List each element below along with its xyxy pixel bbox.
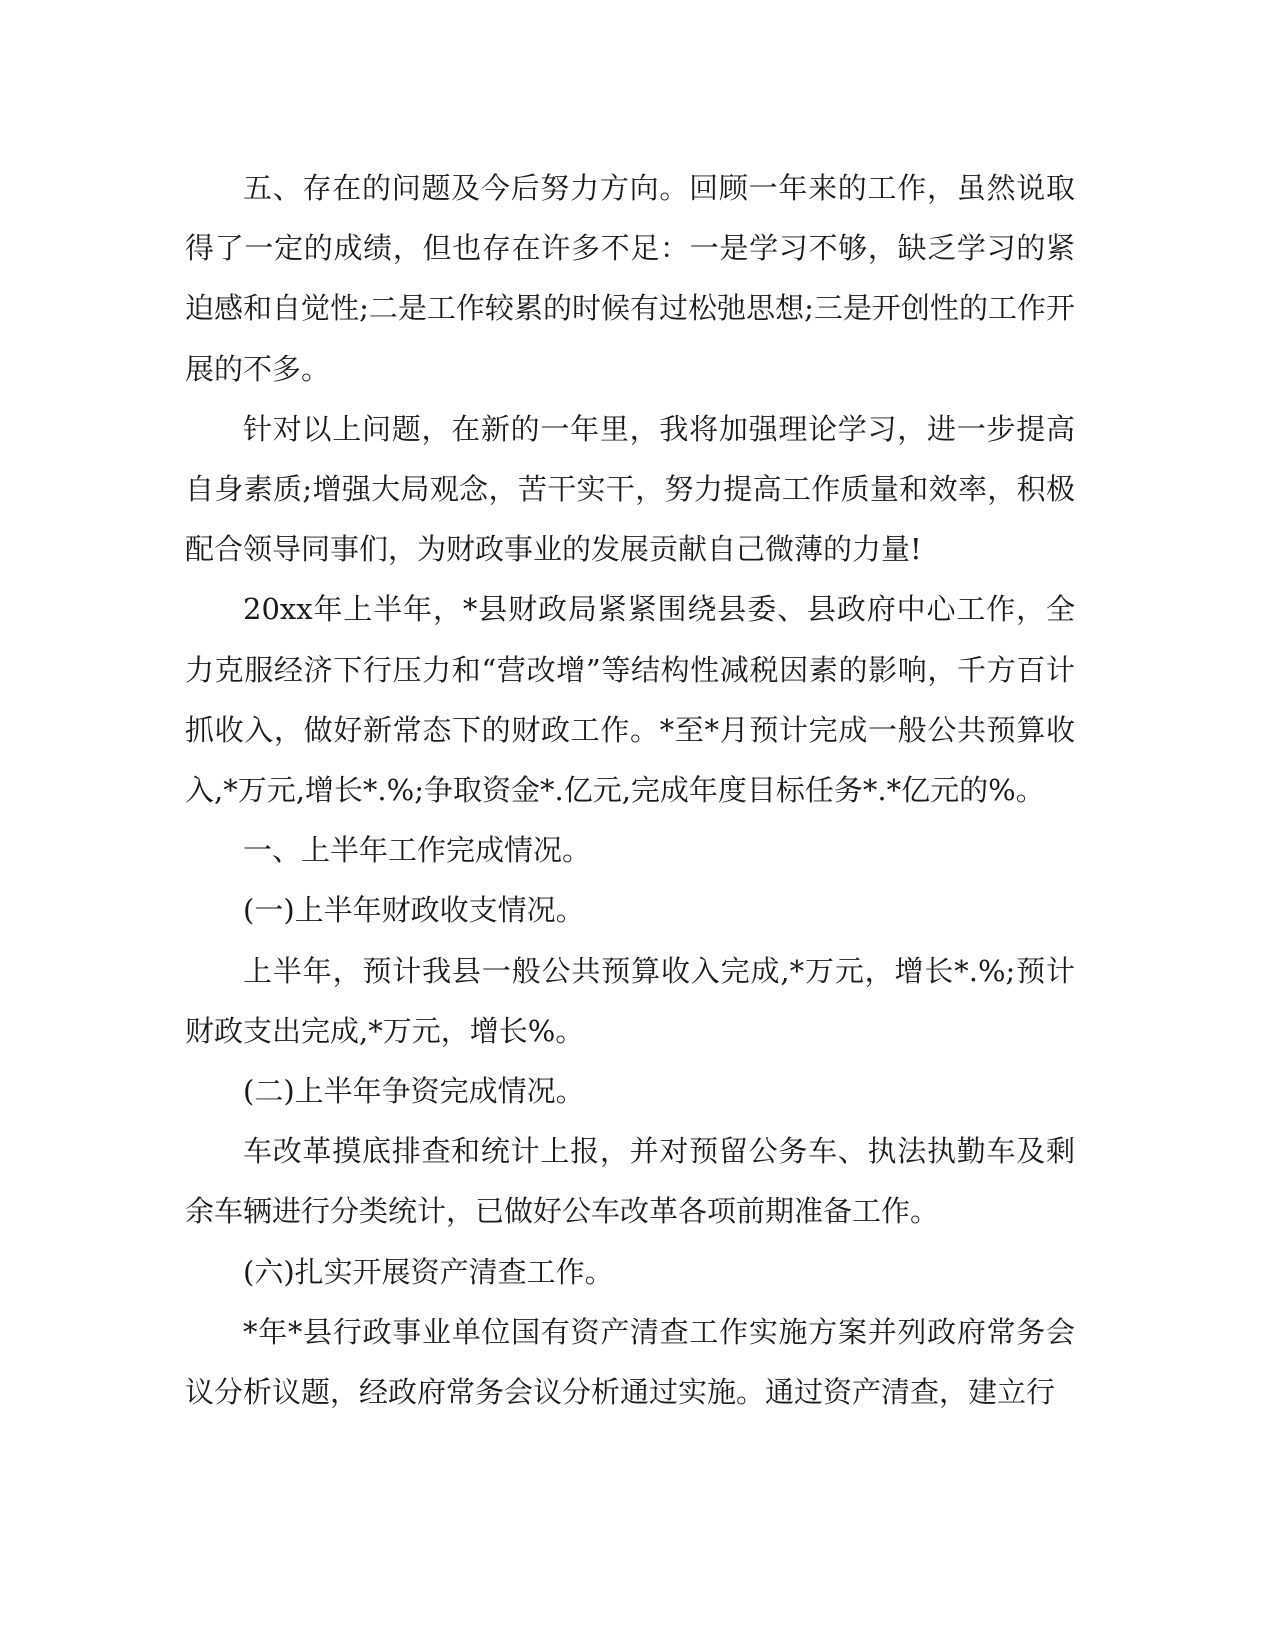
paragraph-improvement-plan: 针对以上问题，在新的一年里，我将加强理论学习，进一步提高自身素质;增强大局观念，苦干实干，努力提高工作质量和效率，积极配合领导同事们，为财政事业的发展贡献自己微薄的力量! xyxy=(185,411,1075,567)
document-body xyxy=(185,158,1075,1422)
paragraph-vehicle-reform: 车改革摸底排查和统计上报，并对预留公务车、执法执勤车及剩余车辆进行分类统计，已做好公车改革各项前期准备工作。 xyxy=(185,1134,1075,1229)
subheading-revenue-expenditure: (一)上半年财政收支情况。 xyxy=(243,893,585,928)
paragraph-half-year-overview: 20xx年上半年，*县财政局紧紧围绕县委、县政府中心工作，全力克服经济下行压力和“营改增”等结构性减税因素的影响，千方百计抓收入，做好新常态下的财政工作。*至*月预计完成一般公共预算收入,*万元,增长*.%;争取资金*.亿元,完成年度目标任务*.*亿元的%。 xyxy=(185,592,1075,808)
heading-half-year-work: 一、上半年工作完成情况。 xyxy=(243,833,592,868)
subheading-fund-raising: (二)上半年争资完成情况。 xyxy=(243,1074,585,1109)
paragraph-problems-and-direction: 五、存在的问题及今后努力方向。回顾一年来的工作，虽然说取得了一定的成绩，但也存在许多不足：一是学习不够，缺乏学习的紧迫感和自觉性;二是工作较累的时候有过松弛思想;三是开创性的工作开展的不多。 xyxy=(185,171,1075,386)
paragraph-revenue-expenditure: 上半年，预计我县一般公共预算收入完成,*万元，增长*.%;预计财政支出完成,*万元，增长%。 xyxy=(185,953,1075,1048)
subheading-asset-inventory: (六)扎实开展资产清查工作。 xyxy=(243,1254,614,1289)
paragraph-asset-inventory: *年*县行政事业单位国有资产清查工作实施方案并列政府常务会议分析议题，经政府常务会议分析通过实施。通过资产清查，建立行 xyxy=(185,1314,1075,1410)
